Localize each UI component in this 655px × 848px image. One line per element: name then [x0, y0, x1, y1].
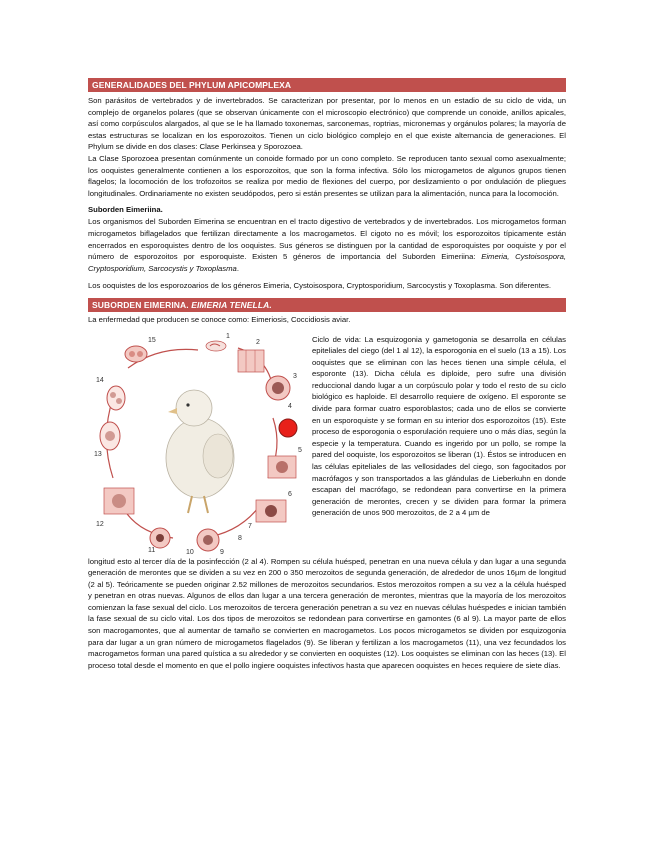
cycle-full-text: longitud esto al tercer día de la posinfección (2 al 4). Rompen su célula huésped, penetran en una nueva célula y dan lugar a una segunda generación de merontes que se dividen a su vez en 200 o 350 merozoitos de segunda generación, de alrededor de unos 16µm de longitud (2 al 5). Teóricamente se pueden originar 2.52 millones de merozoitos secundarios. Estos merozoitos rompen a su vez a la célula huésped y penetran en otras nuevas. Algunos de ellos dan lugar a una tercera generación de merontes, mientras que la mayoría de los merozoitos comienzan la fase sexual del ciclo. Los merozoitos de tercera generación penetran a su vez en nuevas células huéspedes e inician también la fase sexual de su ciclo vital. Los dos tipos de merozoitos se redondean para convertirse en gamontes (6 al 9). La mayor parte de ellos son macrogamontes, que al aumentar de tamaño se convierten en macrogametos. Los pocos microgametos se dividen por esquizogonia para dar lugar a un gran número de microgametos flagelados (9). Se liberan y fertilizan a los macrogametos (11), una vez fecundados los macrogametos forman una pared quística a su alrededor y se convierten en ooquistes (12). Los ooquistes se eliminan con las heces (13). El proceso total desde el momento en que el pollo ingiere ooquistes infectivos hasta que aparecen ooquistes en heces requiere de siete días.	[88, 556, 566, 670]
section-title-eimeria	[88, 298, 566, 312]
stage-label-15: 15	[148, 336, 156, 344]
stage-5-merozoites	[268, 456, 296, 478]
eimeria-intro: La enfermedad que producen se conoce como: Eimeriosis, Coccidiosis aviar.	[88, 314, 351, 324]
suborden-genera: Eimeria, Cystoisospora, Cryptosporidium, Sarcocystis y Toxoplasma	[88, 252, 566, 273]
stage-label-5: 5	[298, 446, 302, 454]
section-title-text: GENERALIDADES DEL PHYLUM APICOMPLEXA	[92, 80, 292, 90]
suborden-text: Los organismos del Suborden Eimerina se encuentran en el tracto digestivo de vertebrados y de invertebrados. Los microgametos forman microgametos biflagelados que fertilizan directamente a los macrogametos. El cigoto no es móvil; los esporozoitos típicamente están encerrados en esporoquistes dentro de los ooquistes. Sus géneros se distinguen por la cantidad de esporoquistes por ooquiste y por el número de esporozoitos por esporoquiste. Existen 5 géneros de importancia del Suborden Eimeriina:	[88, 217, 566, 262]
section-title-apicomplexa	[88, 78, 566, 92]
suborden-heading: Suborden Eimeriina.	[88, 205, 163, 215]
suborden-text-end: .	[236, 263, 239, 273]
stage-label-2: 2	[256, 338, 260, 346]
stage-2-epithelial	[238, 350, 264, 372]
stage-label-14: 14	[96, 376, 104, 384]
stage-label-8: 8	[238, 534, 242, 542]
stage-label-3: 3	[293, 372, 297, 380]
apicomplexa-paragraph-2: La Clase Sporozoea presentan comúnmente un conoide formado por un cono completo. Se reproducen tanto sexual como asexualmente; los ooquistes generalmente contienen a los esporozoitos, que son la forma infectiva. Sólo los microgametos de algunos grupos tienen flagelos; la locomoción de los trofozoitos se realiza por medio de flexiones del cuerpo, por deslizamiento o por ondulación de pliegues longitudinales. Ordinariamente no existen seudópodos, pero si están presentes se utilizan para la alimentación, nunca para la locomoción.	[88, 153, 566, 198]
figure-row	[88, 328, 566, 556]
stage-label-11: 11	[148, 546, 156, 554]
stage-label-13: 13	[94, 450, 102, 458]
life-cycle-diagram	[88, 328, 308, 556]
stage-label-12: 12	[96, 520, 104, 528]
stage-1-sporozoites	[206, 341, 226, 351]
stage-label-6: 6	[288, 490, 292, 498]
stage-3-meront	[266, 376, 290, 400]
stage-6-gamont	[256, 500, 286, 522]
stage-11-fertilization	[150, 528, 170, 548]
life-cycle-figure	[88, 328, 308, 556]
stage-13-unsporulated	[100, 422, 120, 450]
stage-label-9: 9	[220, 548, 224, 556]
stage-14-sporoblasts	[107, 386, 125, 410]
apicomplexa-paragraph-1: Son parásitos de vertebrados y de invertebrados. Se caracterizan por presentar, por lo menos en un estadio de su ciclo de vida, un complejo de organelos polares (que se observan únicamente con el microscopio electrónico) que comprende un conoide, anillos apicales, así como corpúsculos alargados, al que se le ha llamado toxonemas, sarconemas, roptrias, micronemas y orgánulos polares; la mayoría de estas estructuras se localizan en los esporozoitos. Tienen un ciclo biológico complejo en el que existe alternancia de generaciones. El Phylum se divide en dos clases: Clase Perkinsea y Sporozoea.	[88, 96, 566, 152]
suborden-paragraph-1	[88, 216, 566, 274]
stage-9-microgamont	[197, 529, 219, 551]
section-title-species: EIMERIA TENELLA.	[191, 299, 272, 310]
stage-label-1: 1	[226, 332, 230, 340]
chick-illustration	[166, 390, 234, 513]
stage-12-oocyst-formation	[104, 488, 134, 514]
stage-4-meront-red	[279, 419, 297, 437]
cycle-side-column	[308, 328, 566, 556]
stage-15-oocyst	[125, 346, 147, 362]
document-page	[88, 78, 566, 671]
stage-label-4: 4	[288, 402, 292, 410]
stage-label-10: 10	[186, 548, 194, 556]
section-title-plain: SUBORDEN EIMERINA.	[92, 299, 192, 310]
cycle-side-text: Ciclo de vida: La esquizogonia y gametogonia se desarrolla en células epiteliales del ciego (del 1 al 12), la esporogonia en el suelo (13 a 15). Los ooquistes que se eliminan con las heces tienen una simple célula, el esporonte (13). Dicha célula es diploide, pero sufre una división reduccional dando lugar a un corpúsculo polar y todo el resto de su ciclo biológico es haploide. El desarrollo requiere de oxígeno. El esporonte se divide para formar cuatro esporoblastos; cada uno de ellos se convierte en un esporoquiste y se forman en su interior dos esporozoitos (15). Este proceso de esporogonia o esporulación requiere uno o más días, según la especie y la temperatura. Cuando es ingerido por un pollo, se rompe la pared del ooquiste, los esporozoitos se liberan (1). Éstos se introducen en las células epiteliales de las vellosidades del ciego, son fagocitados por macrófagos y son transportados a las glándulas de Lieberkuhn en donde escapan del macrófago, se redondean para convertirse en la primera generación de merontes, crecen y se dividen para formar la primera generación de unos 900 merozoitos, de 2 a 4 µm de	[312, 334, 566, 518]
stage-label-7: 7	[248, 522, 252, 530]
suborden-paragraph-2: Los ooquistes de los esporozoarios de los géneros Eimeria, Cystoisospora, Cryptosporidium, Sarcocystis y Toxoplasma. Son diferentes.	[88, 281, 552, 291]
